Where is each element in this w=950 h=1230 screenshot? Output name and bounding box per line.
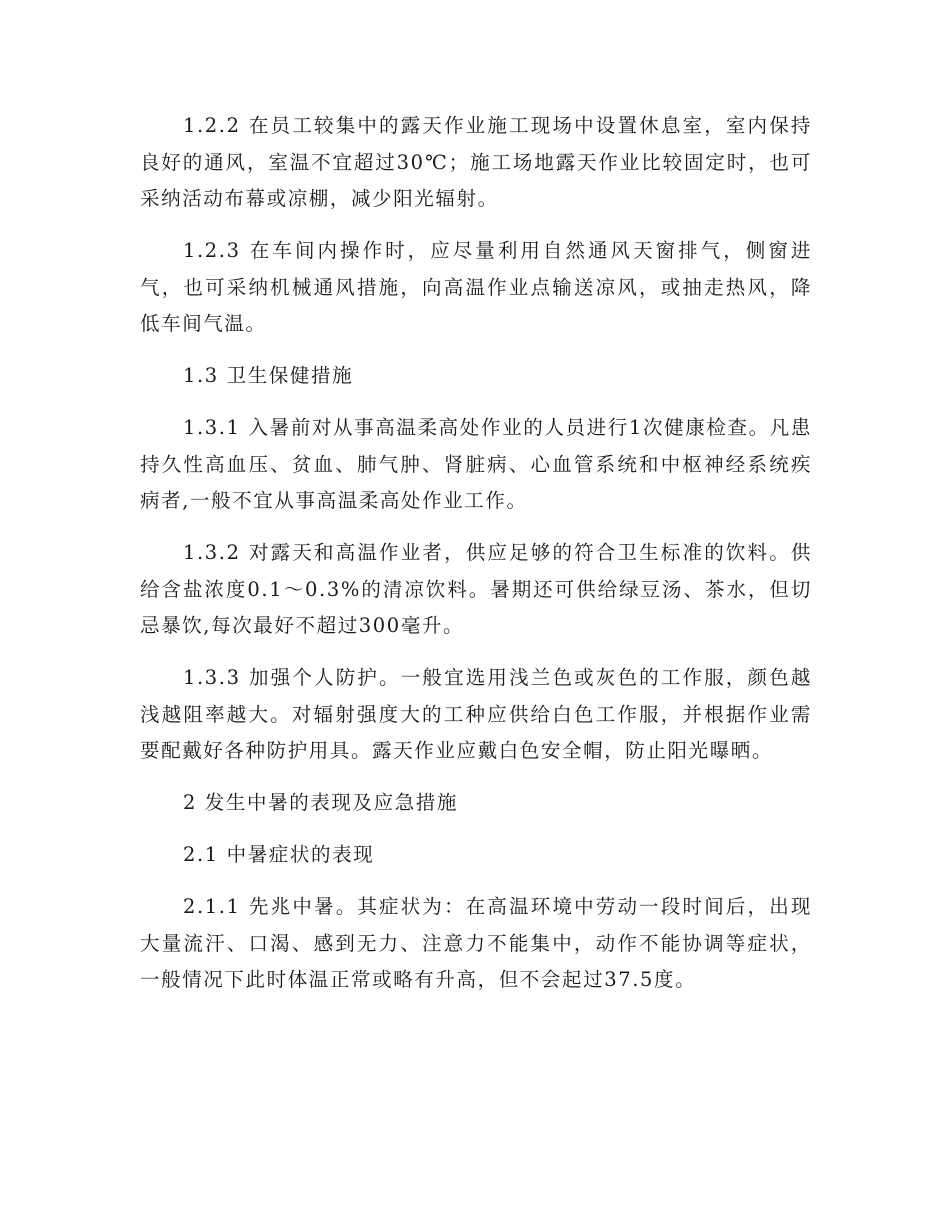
- heading-2: 2 发生中暑的表现及应急措施: [183, 791, 459, 814]
- paragraph-1-3-3: 1.3.3 加强个人防护。一般宜选用浅兰色或灰色的工作服，颜色越浅越阻率越大。对辐射强度大的工种应供给白色工作服，并根据作业需要配戴好各种防护用具。露天作业应戴白色安全帽，防止阳光曝晒。: [140, 666, 812, 762]
- heading-1-3: 1.3 卫生保健措施: [183, 364, 354, 387]
- paragraph-1-3-1: 1.3.1 入暑前对从事高温柔高处作业的人员进行1次健康检查。凡患持久性高血压、贫血、肺气肿、肾脏病、心血管系统和中枢神经系统疾病者,一般不宜从事高温柔高处作业工作。: [140, 416, 812, 512]
- paragraph-1-2-2: 1.2.2 在员工较集中的露天作业施工现场中设置休息室，室内保持良好的通风，室温不宜超过30℃；施工场地露天作业比较固定时，也可采纳活动布幕或凉棚，减少阳光辐射。: [140, 114, 812, 210]
- document-page: [140, 108, 812, 1014]
- paragraph-1-3-2: 1.3.2 对露天和高温作业者，供应足够的符合卫生标准的饮料。供给含盐浓度0.1～0.3%的清凉饮料。暑期还可供给绿豆汤、茶水，但切忌暴饮,每次最好不超过300毫升。: [140, 541, 812, 637]
- paragraph-2-1-1: 2.1.1 先兆中暑。其症状为：在高温环境中劳动一段时间后，出现大量流汗、口渴、感到无力、注意力不能集中，动作不能协调等症状，一般情况下此时体温正常或略有升高，但不会起过37.5度。: [140, 895, 812, 991]
- heading-2-1: 2.1 中暑症状的表现: [183, 843, 375, 866]
- paragraph-1-2-3: 1.2.3 在车间内操作时，应尽量利用自然通风天窗排气，侧窗进气，也可采纳机械通风措施，向高温作业点输送凉风，或抽走热风，降低车间气温。: [140, 239, 812, 335]
